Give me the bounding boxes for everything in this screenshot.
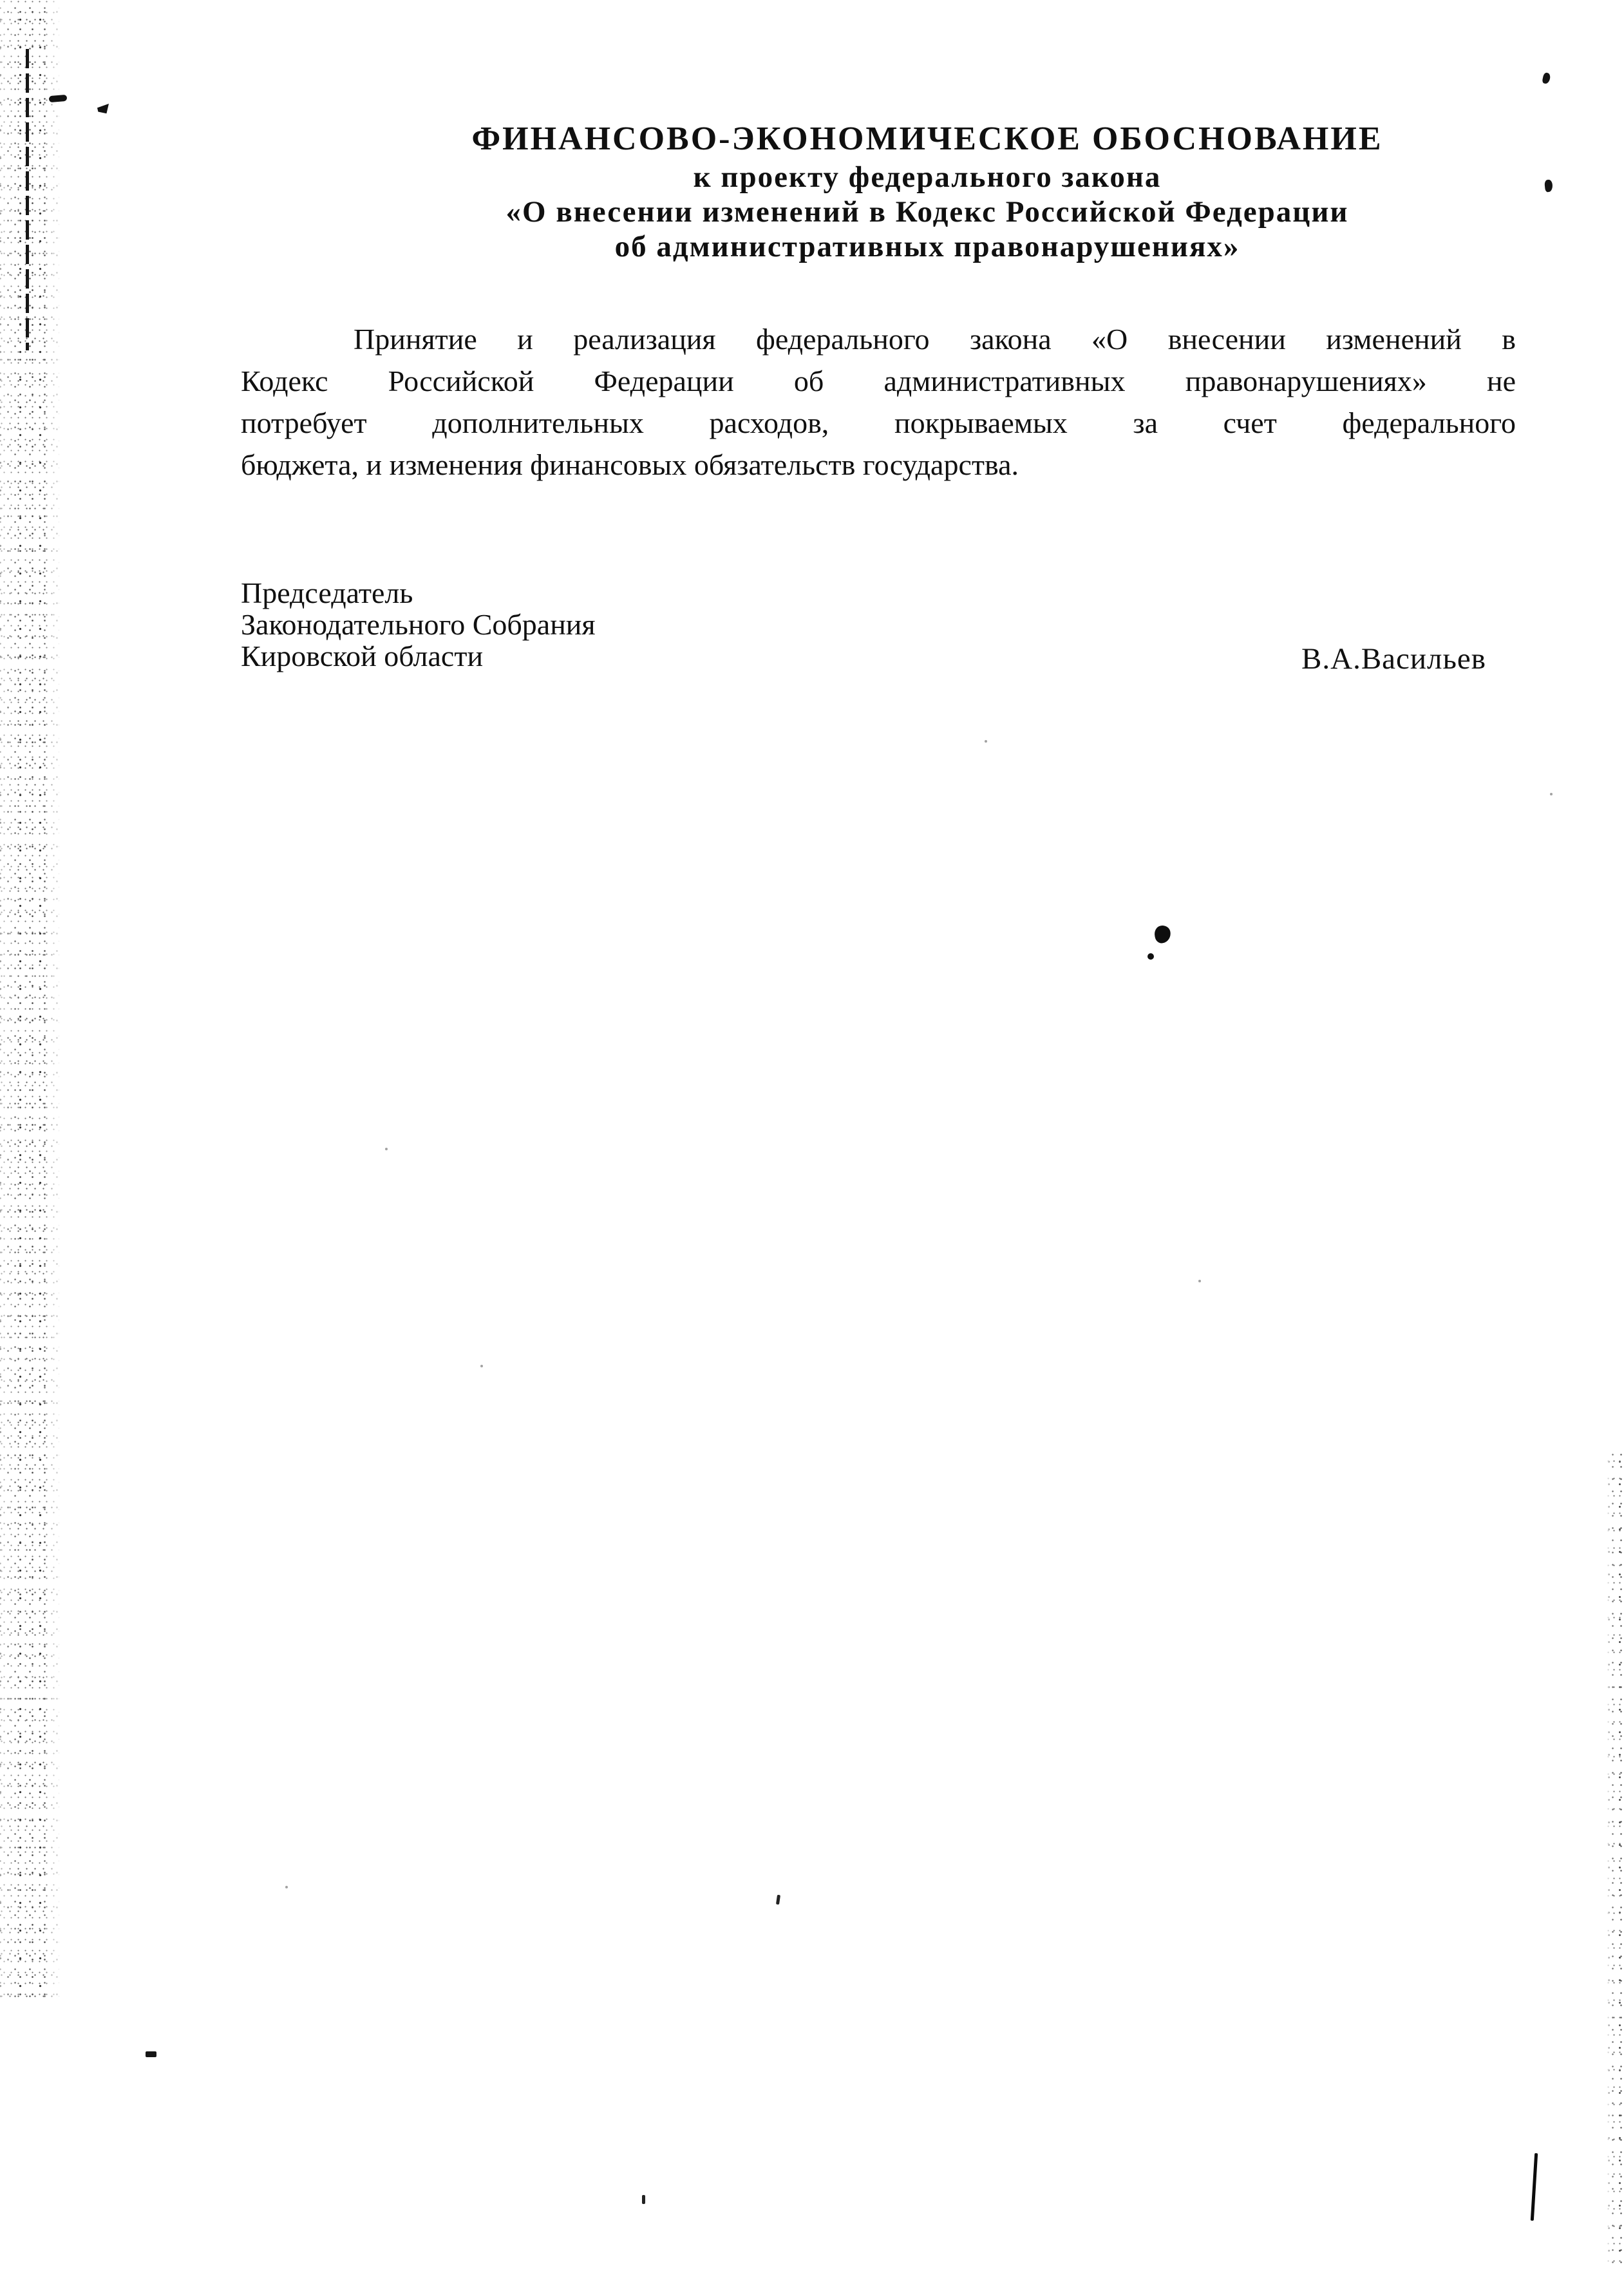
signatory-position-line-2: Законодательного Собрания	[241, 608, 596, 641]
title-line-4: об административных правонарушениях»	[614, 230, 1240, 263]
scan-dot-1	[985, 740, 987, 743]
signatory-position-block	[241, 577, 596, 672]
pen-stroke-bottom-right	[1531, 2153, 1538, 2221]
scan-mark-squiggle	[49, 95, 68, 102]
scan-dashed-line-top-left	[26, 49, 29, 350]
paragraph-line-4: бюджета, и изменения финансовых обязательств государства.	[241, 448, 1019, 481]
scan-dot-2	[1550, 793, 1553, 795]
ink-dot-middle	[1147, 953, 1154, 960]
scan-dot-5	[1198, 1280, 1201, 1282]
scan-dash-bottom-left	[146, 2051, 156, 2057]
scan-mark-arrow	[97, 104, 109, 114]
body-paragraph	[241, 318, 1516, 486]
paragraph-line-3: потребует дополнительных расходов, покрываемых за счет федерального	[241, 406, 1516, 439]
scan-dot-4	[480, 1365, 483, 1367]
document-title-block	[277, 119, 1578, 264]
signatory-position-line-1: Председатель	[241, 576, 413, 609]
scan-tick-2	[642, 2195, 645, 2204]
ink-blob-middle	[1153, 924, 1172, 945]
title-line-2: к проекту федерального закона	[693, 160, 1162, 194]
signatory-position-line-3: Кировской области	[241, 640, 484, 672]
scan-dot-3	[385, 1148, 388, 1150]
scan-speck-top-right-1	[1542, 72, 1551, 84]
signatory-name: В.А.Васильев	[1301, 642, 1486, 676]
scan-noise-band-left	[0, 0, 59, 2000]
scan-tick-1	[776, 1895, 780, 1905]
title-line-3: «О внесении изменений в Кодекс Российской Федерации	[505, 195, 1349, 229]
title-line-1: ФИНАНСОВО-ЭКОНОМИЧЕСКОЕ ОБОСНОВАНИЕ	[471, 120, 1383, 157]
paragraph-line-2: Кодекс Российской Федерации об административных правонарушениях» не	[241, 365, 1516, 397]
paragraph-line-1: Принятие и реализация федерального закона «О внесении изменений в	[354, 323, 1516, 356]
scan-dot-6	[285, 1886, 288, 1888]
scan-noise-band-right	[1607, 1446, 1624, 2271]
